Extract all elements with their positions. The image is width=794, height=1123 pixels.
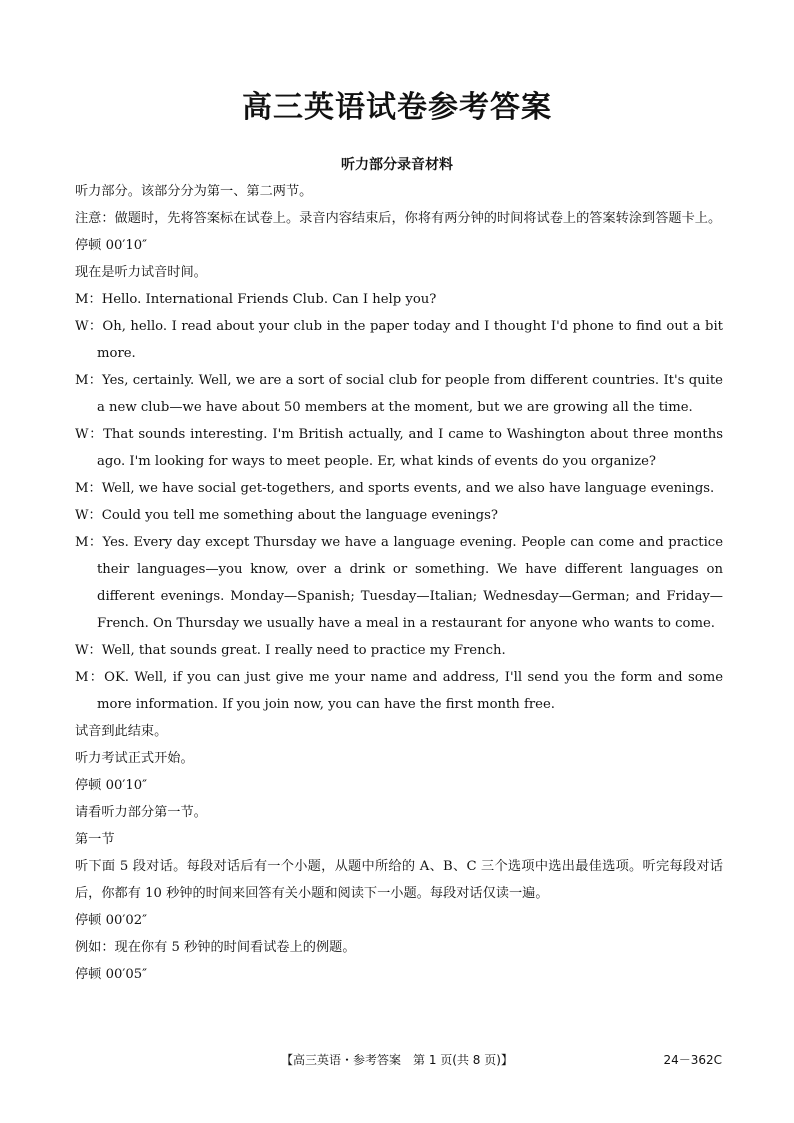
section-heading: 第一节 [75, 832, 115, 847]
dialogue-line: W：Well, that sounds great. I really need to practice my French. [75, 643, 506, 658]
paragraph: 停顿 00′02″ [75, 913, 148, 928]
dialogue-line: W：Oh, hello. I read about your club in the paper today and I thought I'd phone to find out a bit more. [75, 319, 723, 361]
dialogue-line: W：Could you tell me something about the language evenings? [75, 508, 498, 523]
paragraph: 停顿 00′10″ [75, 778, 148, 793]
dialogue-line: M：Well, we have social get-togethers, and sports events, and we also have language evenings. [75, 481, 715, 496]
dialogue-line: M：Hello. International Friends Club. Can I help you? [75, 292, 437, 307]
dialogue-line: M：Yes, certainly. Well, we are a sort of social club for people from different countries. It's quite a new club—we have about 50 members at the moment, but we are growing all the time. [75, 373, 723, 415]
paragraph: 例如：现在你有 5 秒钟的时间看试卷上的例题。 [75, 940, 356, 955]
paragraph: 停顿 00′10″ [75, 238, 148, 253]
paragraph: 听下面 5 段对话。每段对话后有一个小题，从题中所给的 A、B、C 三个选项中选出最佳选项。听完每段对话后，你都有 10 秒钟的时间来回答有关小题和阅读下一小题。每段对话仅读一遍。 [75, 859, 723, 901]
paragraph: 试音到此结束。 [75, 724, 168, 739]
footer-page-info: 【高三英语・参考答案 第 1 页(共 8 页)】 [281, 1053, 513, 1067]
section-subtitle: 听力部分录音材料 [341, 157, 453, 173]
transcript-body [75, 178, 723, 988]
paragraph: 注意：做题时，先将答案标在试卷上。录音内容结束后，你将有两分钟的时间将试卷上的答案转涂到答题卡上。 [75, 211, 722, 226]
page-footer [0, 1051, 794, 1075]
page-title: 高三英语试卷参考答案 [242, 90, 552, 125]
dialogue-line: W：That sounds interesting. I'm British actually, and I came to Washington about three months ago. I'm looking for ways to meet people. Er, what kinds of events do you organize? [75, 427, 723, 469]
paragraph: 听力部分。该部分分为第一、第二两节。 [75, 184, 313, 199]
paragraph: 现在是听力试音时间。 [75, 265, 207, 280]
dialogue-line: M：OK. Well, if you can just give me your name and address, I'll send you the form and some more information. If you join now, you can have the first month free. [75, 670, 723, 712]
paragraph: 停顿 00′05″ [75, 967, 148, 982]
paragraph: 请看听力部分第一节。 [75, 805, 207, 820]
paragraph: 听力考试正式开始。 [75, 751, 194, 766]
dialogue-line: M：Yes. Every day except Thursday we have a language evening. People can come and practice their languages—you know, over a drink or something. We have different languages on different evenings. Monday—Spanish; Tuesday—Italian; Wednesday—German; and Friday—French. On Thursday we usually have a meal in a restaurant for anyone who wants to come. [75, 535, 723, 631]
footer-exam-code: 24－362C [663, 1053, 722, 1067]
